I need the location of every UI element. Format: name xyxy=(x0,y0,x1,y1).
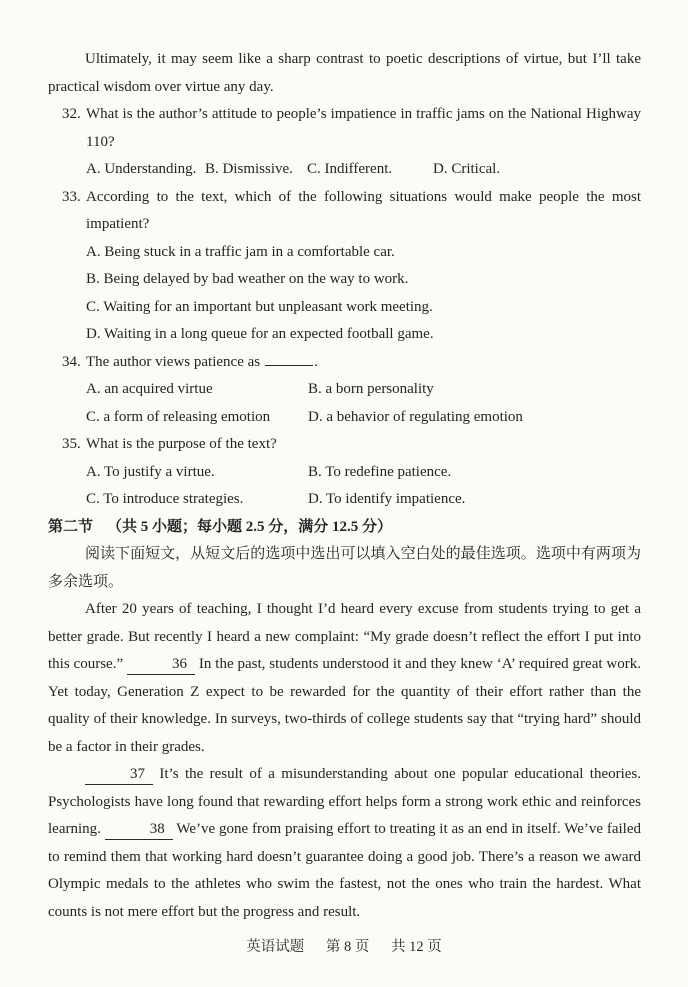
question-35 xyxy=(62,431,641,514)
question-34-option-c: C. a form of releasing emotion xyxy=(86,408,271,425)
question-34-option-b: B. a born personality xyxy=(308,381,434,397)
intro-paragraph: Ultimately, it may seem like a sharp contrast to poetic descriptions of virtue, but I’ll take practical wisdom over virtue any day. xyxy=(48,51,641,95)
section-2-instructions: 阅读下面短文，从短文后的选项中选出可以填入空白处的最佳选项。选项中有两项为多余选项。 xyxy=(48,546,641,590)
question-32-option-d: D. Critical. xyxy=(433,161,501,177)
question-34-text xyxy=(86,349,641,377)
question-33-text: According to the text, which of the following situations would make people the most impatient? xyxy=(86,188,641,232)
question-34-body xyxy=(86,349,641,432)
cloze-paragraph-2 xyxy=(48,761,641,926)
question-34-text-main: The author views patience as xyxy=(86,353,261,370)
question-32-text: What is the author’s attitude to people’s impatience in traffic jams on the National Highway 110? xyxy=(86,106,641,150)
cloze-blank-38: 38 xyxy=(105,820,173,840)
question-34-answer-blank xyxy=(265,350,313,366)
question-35-number: 35. xyxy=(62,436,81,452)
question-32 xyxy=(62,101,641,184)
cloze-paragraph-1 xyxy=(48,596,641,761)
footer-page-number: 第 8 页 xyxy=(325,938,370,955)
question-33-option-c: C. Waiting for an important but unpleasant work meeting. xyxy=(86,298,433,315)
cloze-blank-37: 37 xyxy=(85,765,153,785)
cloze-p1-seg2: In the past, students understood it and they knew ‘A’ required great work. Yet today, Generation Z expect to be rewarded for the quantity of their effort rather than the quality of their knowledge. In surveys, two-thirds of college students say that “trying hard” should be a factor in their grades. xyxy=(48,656,641,755)
question-35-option-c: C. To introduce strategies. xyxy=(86,491,244,507)
question-35-option-b: B. To redefine patience. xyxy=(308,463,452,480)
section-2-heading-label: 第二节 xyxy=(48,518,94,535)
cloze-p2-seg1: It’s the result of a misunderstanding about one popular educational theories. Psychologists have long found that rewarding effort helps form a strong work ethic and reinforces learning. xyxy=(48,766,642,837)
question-34-number: 34. xyxy=(62,353,81,370)
question-33-option-b: B. Being delayed by bad weather on the way to work. xyxy=(86,271,409,287)
question-35-text: What is the purpose of the text? xyxy=(86,436,277,452)
cloze-p2-seg2: We’ve gone from praising effort to treating it as an end in itself. We’ve failed to remind them that working hard doesn’t guarantee doing a good job. There’s a reason we award Olympic medals to the athletes who swim the fastest, not the ones who train the hardest. What counts is not mere effort but the progress and result. xyxy=(48,821,642,920)
question-33-option-a: A. Being stuck in a traffic jam in a comfortable car. xyxy=(86,243,395,260)
question-33 xyxy=(62,184,641,349)
question-33-number: 33. xyxy=(62,188,81,205)
question-34 xyxy=(62,349,641,432)
question-34-option-a: A. an acquired virtue xyxy=(86,381,213,397)
question-34-options xyxy=(86,376,641,431)
question-35-option-d: D. To identify impatience. xyxy=(308,491,466,507)
section-2-heading xyxy=(48,514,641,542)
question-32-number: 32. xyxy=(62,106,81,122)
footer-exam-title: 英语试题 xyxy=(246,938,305,955)
section-2-heading-detail: （共 5 小题；每小题 2.5 分，满分 12.5 分） xyxy=(107,518,393,535)
question-32-options xyxy=(86,156,641,184)
question-35-options xyxy=(86,459,641,514)
question-32-option-c: C. Indifferent. xyxy=(307,161,393,177)
cloze-p1-seg1: After 20 years of teaching, I thought I’d heard every excuse from students trying to get a better grade. But recently I heard a new complaint: “My grade doesn’t reflect the effort I put into this course.” xyxy=(48,601,641,672)
footer-page-total: 共 12 页 xyxy=(391,938,442,955)
question-32-option-b: B. Dismissive. xyxy=(205,161,293,177)
question-35-body xyxy=(86,431,641,514)
question-32-option-a: A. Understanding. xyxy=(86,161,197,177)
page-footer xyxy=(0,934,688,962)
question-33-option-d: D. Waiting in a long queue for an expected football game. xyxy=(86,326,434,342)
question-32-body xyxy=(86,101,641,184)
question-34-option-d: D. a behavior of regulating emotion xyxy=(308,408,523,425)
cloze-blank-36: 36 xyxy=(127,655,195,675)
question-34-text-suffix: . xyxy=(314,353,318,370)
question-33-body xyxy=(86,184,641,349)
question-35-option-a: A. To justify a virtue. xyxy=(86,463,215,480)
